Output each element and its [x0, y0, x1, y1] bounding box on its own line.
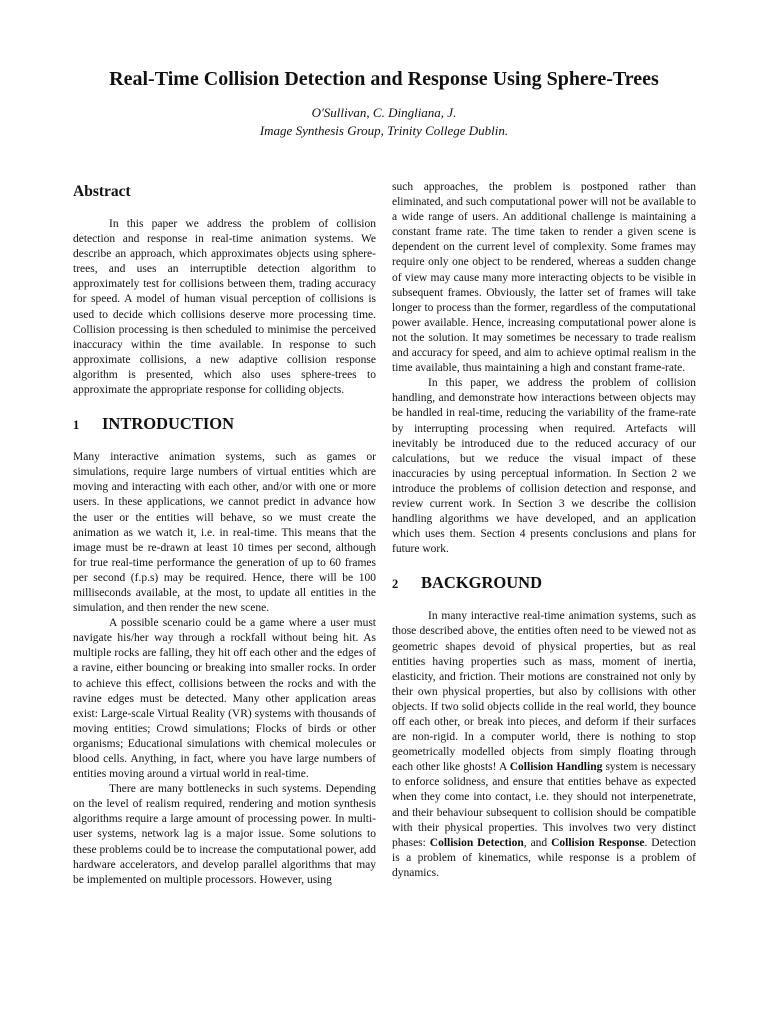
- section-1-heading: [73, 414, 376, 435]
- background-text-d: . Detection is a problem of kinematics, while response is a problem of dynamics.: [392, 836, 696, 879]
- term-collision-response: Collision Response: [551, 836, 645, 849]
- intro-paragraph-3: There are many bottlenecks in such systems. Depending on the level of realism required, rendering and motion synthesis algorithms require a large amount of processing power. In multi-user systems, network lag is a major issue. Some solutions to these problems could be to increase the computational power, add hardware accelerators, and develop parallel algorithms that may be implemented on multiple processors. However, using: [73, 783, 376, 886]
- authors: O'Sullivan, C. Dingliana, J.: [311, 105, 457, 120]
- abstract-heading: Abstract: [73, 183, 131, 200]
- section-number: 1: [73, 418, 80, 433]
- intro-paragraph-2: A possible scenario could be a game where a user must navigate his/her way through a rockfall without being hit. As multiple rocks are falling, they hit off each other and the edges of a ravine, either bouncing or breaking into smaller rocks. In order to achieve this effect, collisions between the rocks and with the ravine edges must be detected. Many other application areas exist: Large-scale Virtual Reality (VR) systems with thousands of moving entities; Crowd simulations; Flocks of birds or other organisms; Educational simulations with chemical molecules or blood cells. Anything, in fact, where you have large numbers of entities moving around a virtual world in real-time.: [73, 617, 376, 781]
- background-text-c: , and: [523, 836, 548, 849]
- right-column: [392, 180, 696, 881]
- section-2-heading: [392, 573, 696, 594]
- background-text-b: system is necessary to enforce solidness, and ensure that entities behave as expected when they come into contact, i.e. they should not interpenetrate, and their behaviour subsequent to collision should be compatible with their physical properties. This involves two very distinct phases:: [392, 761, 696, 849]
- background-paragraph-1: [392, 609, 696, 881]
- background-text-a: In many interactive real-time animation systems, such as those described above, the entities often need to be viewed not as geometric shapes devoid of physical properties, but as real entities having properties such as mass, moment of inertia, elasticity, and friction. Their motions are constrained not only by their own physical properties, but also by collisions with other objects. If two solid objects collide in the real world, they bounce off each other, or break into pieces, and deform if their surfaces are non-rigid. In a computer world, there is nothing to stop geometrically modelled objects from simply floating through each other like ghosts! A: [392, 610, 696, 774]
- section-title: INTRODUCTION: [102, 414, 235, 434]
- affiliation: Image Synthesis Group, Trinity College Dublin.: [259, 123, 509, 138]
- intro-paragraph-3-continued: such approaches, the problem is postponed rather than eliminated, and such computational power will not be available to a wide range of users. An additional challenge is maintaining a constant frame rate. The time taken to render a given scene is dependent on the current level of complexity. Some frames may require only one object to be rendered, whereas a sudden change of view may cause many more interacting objects to be visible in subsequent frames. Obviously, the latter set of frames will take longer to process than the former, regardless of the computational power available. Hence, increasing computational power alone is not the solution. It may sometimes be necessary to trade realism and accuracy for speed, and aim to achieve optimal realism in the time available, thus maintaining a high and constant frame-rate.: [392, 181, 696, 375]
- abstract-text: In this paper we address the problem of collision detection and response in real-time animation systems. We describe an approach, which approximates objects using sphere-trees, and uses an interruptible detection algorithm to approximately test for collisions between them, trading accuracy for speed. A model of human visual perception of collisions is used to decide which collisions deserve more processing time. Collision processing is then scheduled to minimise the perceived inaccuracy within the time available. In response to such approximate collisions, a new adaptive collision response algorithm is presented, which also uses sphere-trees to approximate the appropriate response for colliding objects.: [73, 218, 376, 397]
- paper-title: Real-Time Collision Detection and Response Using Sphere-Trees: [109, 68, 659, 90]
- term-collision-detection: Collision Detection: [429, 836, 524, 849]
- section-number: 2: [392, 577, 399, 592]
- intro-paragraph-1: Many interactive animation systems, such as games or simulations, require large numbers of virtual entities which are moving and interacting with each other, and/or with one or more users. In these applications, we cannot predict in advance how the user or the entities will behave, so we must create the animation as we watch it, i.e. in real-time. This means that the image must be re-drawn at least 10 times per second, although for true real-time performance the generation of up to 60 frames per second (f.p.s) may be required. Hence, there will be 100 milliseconds available, at the most, to update all entities in the simulation, and then render the new scene.: [73, 451, 376, 615]
- section-title: BACKGROUND: [421, 573, 543, 593]
- term-collision-handling: Collision Handling: [509, 761, 603, 774]
- left-column: [73, 180, 376, 888]
- intro-paragraph-4: In this paper, we address the problem of collision handling, and demonstrate how interactions between objects may be handled in real-time, reducing the variability of the frame-rate by interrupting processing when required. Artefacts will inevitably be introduced due to the reduced accuracy of our calculations, but we reduce the visual impact of these inaccuracies by using perceptual information. In Section 2 we introduce the problems of collision detection and response, and review current work. In Section 3 we describe the collision handling algorithms we have developed, and an application which uses them. Section 4 presents conclusions and plans for future work.: [392, 377, 696, 556]
- author-block: [0, 104, 768, 140]
